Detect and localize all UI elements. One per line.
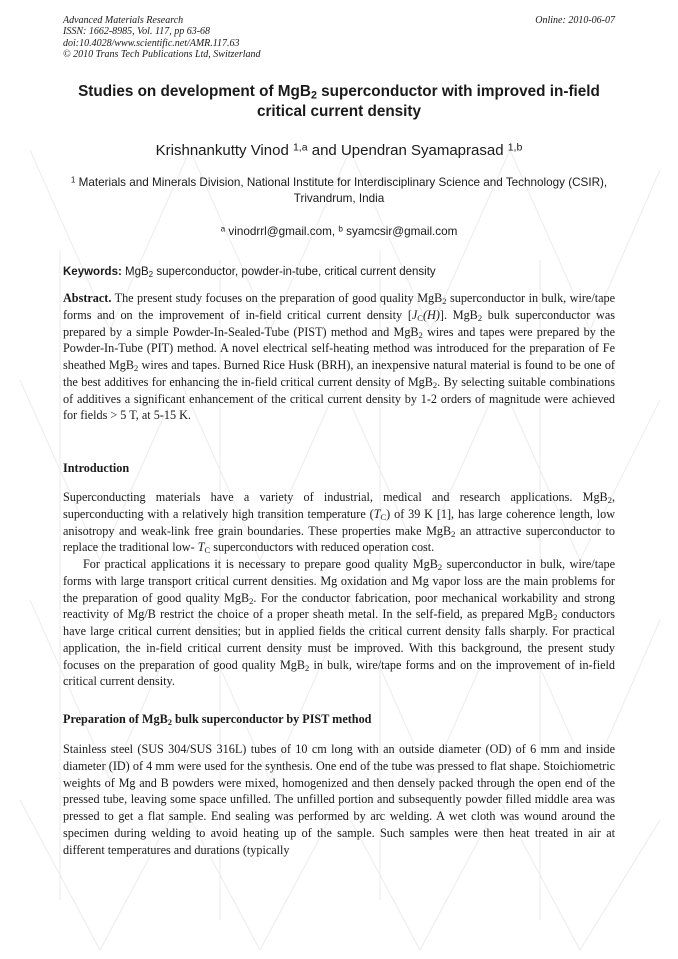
author-name: Upendran Syamaprasad: [340, 142, 508, 159]
issn-line: ISSN: 1662-8985, Vol. 117, pp 63-68: [63, 26, 211, 38]
email-a: vinodrrl@gmail.com,: [225, 225, 339, 238]
introduction-body: [63, 489, 615, 690]
email-b: syamcsir@gmail.com: [342, 225, 458, 238]
introduction-heading: Introduction: [63, 461, 130, 475]
author-name: Krishnankutty Vinod: [155, 142, 293, 159]
abstract-label: Abstract.: [63, 291, 112, 305]
online-date: Online: 2010-06-07: [535, 15, 615, 26]
paper-title: Studies on development of MgB$_2$ superconductor with improved in-field critical current density: [78, 83, 600, 120]
abstract: Abstract. The present study focuses on the preparation of good quality MgB$_2$ superconductor in bulk, wire/tape forms and on the improvement of in-field critical current density $[J_C(H)]$. MgB$_2$ bulk superconductor was prepared by a simple Powder-In-Sealed-Tube (PIST) method and MgB$_2$ wires and tapes were prepared by the Powder-In-Tube (PIT) method. A novel electrical self-heating method was introduced for the preparation of Fe sheathed MgB$_2$ wires and tapes. Burned Rice Husk (BRH), an inexpensive natural material is found to be one of the best additives for enhancing the in-field critical current density of MgB$_2$. By selecting suitable combinations of additives a significant enhancement of the critical current density by 1-2 orders of magnitude were achieved for fields > 5 T, at 5-15 K.: [63, 291, 616, 423]
author-emails: $^a$ vinodrrl@gmail.com, $^b$ syamcsir@gmail.com: [220, 224, 458, 238]
preparation-body: Stainless steel (SUS 304/SUS 316L) tubes of 10 cm long with an outside diameter (OD) of 6 mm and inside diameter (ID) of 4 mm were used for the synthesis. One end of the tube was pressed to flat shape. Stoichiometric weights of Mg and B powders were mixed, homogenized and then densely packed through the open end of the pressed tube, leaving some space unfilled. The unfilled portion and subsequently powder filled middle area was pressed to get a flat sample. End sealing was performed by arc welding. A wet cloth was wound around the specimen during welding to avoid heating up of the sample. Such samples were then heat treated in air at different temperatures and durations (typically: [63, 742, 615, 857]
paragraph: Superconducting materials have a variety of industrial, medical and research applications. MgB$_2$, superconducting with a relatively high transition temperature $(T_C)$ of 39 K [1], has large coherence length, low anisotropy and weak-link free grain boundaries. These properties make MgB$_2$ an attractive superconductor to replace the traditional low- $T_C$ superconductors with reduced operation cost.: [63, 490, 616, 556]
journal-name: Advanced Materials Research: [63, 15, 184, 26]
doi-line: doi:10.4028/www.scientific.net/AMR.117.63: [63, 37, 240, 49]
keywords-label: Keywords:: [63, 266, 122, 278]
affiliation: $^1$ Materials and Minerals Division, National Institute for Interdisciplinary Science and Technology (CSIR), Trivandrum, India: [70, 175, 608, 205]
paragraph: For practical applications it is necessary to prepare good quality MgB$_2$ superconductor in bulk, wire/tape forms with large transport critical current densities. Mg oxidation and Mg vapor loss are the main problems for the preparation of good quality MgB$_2$. For the conductor fabrication, poor mechanical workability and strong reactivity of Mg/B restrict the choice of a proper sheath metal. In the self-field, as prepared MgB$_2$ conductors have large critical current densities; but in applied fields the critical current density falls sharply. For practical application, the in-field critical current density must be improved. With this background, the present study focuses on the preparation of good quality MgB$_2$ in bulk, wire/tape forms and on the improvement of in-field critical current density.: [63, 557, 616, 689]
keywords: Keywords: MgB$_2$ superconductor, powder-in-tube, critical current density: [63, 266, 436, 279]
journal-header: [63, 15, 463, 61]
author-list: Krishnankutty Vinod $^{1,a}$ and Upendran Syamaprasad $^{1,b}$: [155, 141, 523, 159]
copyright-line: © 2010 Trans Tech Publications Ltd, Switzerland: [63, 49, 261, 61]
preparation-heading: Preparation of MgB$_2$ bulk superconductor by PIST method: [63, 712, 372, 728]
